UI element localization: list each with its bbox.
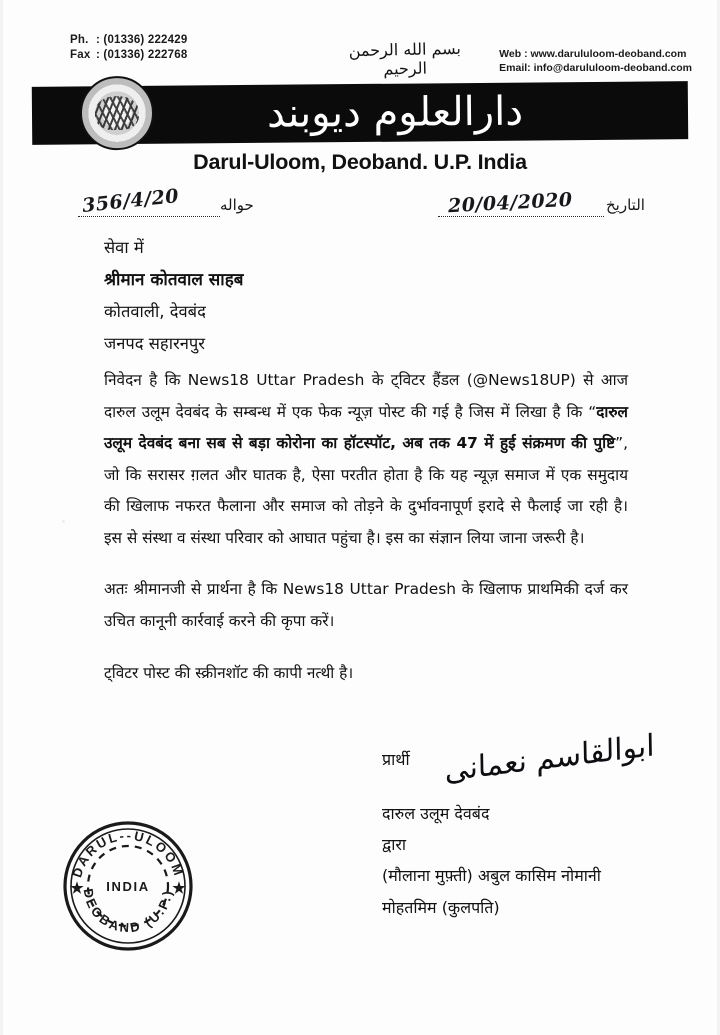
addressee-name: श्रीमान कोतवाल साहब [104, 269, 244, 290]
seal-star-left-icon: ★ [70, 880, 84, 897]
reference-label: حواله [220, 196, 254, 214]
fax-label: Fax [70, 48, 91, 61]
seal-center-text: INDIA [106, 879, 150, 894]
body-paragraph-2: अतः श्रीमानजी से प्रार्थना है कि News18 Uttar Pradesh के खिलाफ प्राथमिकी दर्ज कर उचित कानूनी कार्रवाई करने की कृपा करें। [104, 580, 628, 631]
body-para1-part1: निवेदन है कि News18 Uttar Pradesh के ट्विटर हैंडल (@News18UP) से आज दारुल उलूम देवबंद के सम्बन्ध में एक फेक न्यूज़ पोस्ट की गई है जिस में लिखा है कि “ [104, 371, 628, 421]
email-line: Email: info@darululoom-deoband.com [499, 62, 692, 75]
header-banner [32, 81, 688, 145]
institution-name: Darul-Uloom, Deoband. U.P. India [193, 150, 527, 174]
signature-block [382, 728, 655, 923]
signatory-title: मोहतमिम (कुलपति) [382, 897, 500, 917]
addressee-district: जनपद सहारनपुर [104, 333, 205, 353]
banner-urdu-title: دارالعلوم دیوبند [266, 88, 524, 137]
seal-star-right-icon: ★ [172, 880, 186, 897]
reference-date-row [70, 184, 670, 222]
letter-body [104, 365, 628, 689]
institution-emblem-icon [80, 76, 155, 151]
body-paragraph-1 [104, 365, 628, 554]
signatory-name: (मौलाना मुफ़्ती) अबुल कासिम नोमानी [382, 866, 601, 886]
reference-number-handwritten: 356/4/20 [81, 184, 181, 218]
signatory-organization: दारुल उलूम देवबंद [382, 804, 490, 823]
seal-graphic [60, 818, 196, 954]
addressee-block [104, 232, 243, 360]
signature-row [382, 728, 655, 798]
seal-top-text: DARUL--ULOOM [69, 827, 187, 880]
contact-web-email [499, 47, 692, 75]
addressee-station: कोतवाली, देवबंद [104, 302, 206, 322]
phone-line [70, 33, 187, 48]
page-left-edge [0, 0, 3, 1035]
website-line: Web : www.darululoom-deoband.com [499, 48, 687, 60]
body-para1-part2: ”, जो कि सरासर ग़लत और घातक है, ऐसा परतीत होता है कि यह न्यूज़ समाज में एक समुदाय की खिलाफ नफरत फैलाना और समाज को तोड़ने के दुर्भावनापूर्ण इरादे से फैलाई जा रही है। इस से संस्था व संस्था परिवार को आघात पहुंचा है। इस का संज्ञान लिया जाना जरूरी है। [104, 434, 628, 547]
bismillah-text: بسم الله الرحمن الرحيم [348, 38, 462, 79]
scan-speck [62, 520, 65, 523]
phone-value: : (01336) 222429 [96, 34, 188, 46]
signatory-dwara: द्वारा [382, 835, 407, 855]
official-seal-stamp [60, 818, 196, 954]
body-para1-quote: दारुल उलूम देवबंद बना सब से बड़ा कोरोना का हॉटस्पॉट, अब तक 47 में हुई संक्रमण की पुष्टि [104, 402, 628, 453]
applicant-label: प्रार्थी [382, 750, 410, 769]
seal-bottom-text: DEOBAND (U.P.) [80, 887, 176, 936]
handwritten-signature: ابوالقاسم نعمانی [444, 728, 655, 789]
fax-value: : (01336) 222768 [96, 48, 188, 61]
addressee-salutation: सेवा में [104, 238, 144, 257]
contact-phone-fax [70, 33, 187, 62]
fax-line [70, 48, 187, 63]
date-label: التاريخ [606, 196, 645, 214]
phone-label: Ph. [70, 34, 89, 46]
body-paragraph-3: ट्विटर पोस्ट की स्क्रीनशॉट की कापी नत्थी है। [104, 663, 354, 682]
date-handwritten: 20/04/2020 [447, 188, 574, 218]
